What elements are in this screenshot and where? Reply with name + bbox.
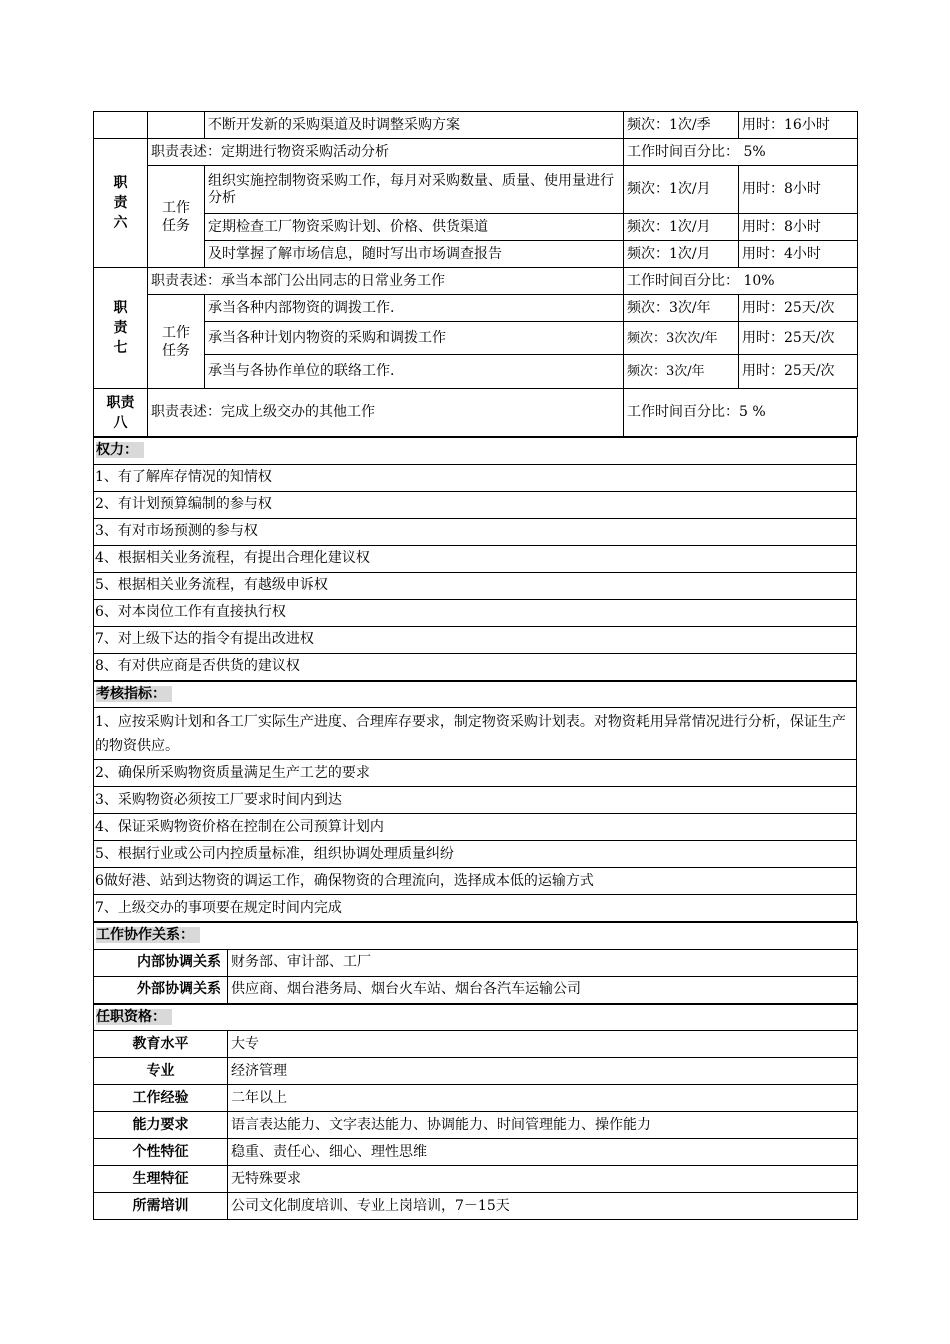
duty6-label: 职责六 (94, 139, 148, 268)
duty6-statement: 职责表述：定期进行物资采购活动分析 (148, 139, 624, 166)
cooperation-header-row (94, 922, 858, 949)
duty7-label: 职责七 (94, 268, 148, 389)
duty7-task-row (94, 322, 858, 355)
qualification-label: 生理特征 (94, 1166, 228, 1193)
kpi-item: 4、保证采购物资价格在控制在公司预算计划内 (94, 814, 857, 841)
task-frequency: 频次：1次/月 (624, 166, 739, 214)
duty7-task-label: 工作任务 (148, 295, 205, 389)
qualification-row (94, 1031, 858, 1058)
qualification-value: 大专 (228, 1031, 858, 1058)
duty7-statement: 职责表述：承当本部门公出同志的日常业务工作 (148, 268, 624, 295)
qualification-value: 稳重、责任心、细心、理性思维 (228, 1139, 858, 1166)
authority-item: 8、有对供应商是否供货的建议权 (94, 653, 857, 680)
empty-cell (94, 112, 148, 139)
task-frequency: 频次：3次次/年 (624, 322, 739, 355)
qualification-label: 个性特征 (94, 1139, 228, 1166)
qualification-row (94, 1085, 858, 1112)
duty-continued-row (94, 112, 858, 139)
task-text: 承当各种计划内物资的采购和调拨工作 (205, 322, 624, 355)
qualifications-title: 任职资格： (94, 1004, 858, 1031)
cooperation-value: 供应商、烟台港务局、烟台火车站、烟台各汽车运输公司 (228, 976, 858, 1003)
duty6-percent: 工作时间百分比： 5% (624, 139, 858, 166)
kpi-item: 7、上级交办的事项要在规定时间内完成 (94, 895, 857, 922)
authority-item: 6、对本岗位工作有直接执行权 (94, 599, 857, 626)
task-frequency: 频次：1次/月 (624, 241, 739, 268)
qualification-label: 所需培训 (94, 1193, 228, 1220)
qualification-row (94, 1112, 858, 1139)
task-text: 不断开发新的采购渠道及时调整采购方案 (205, 112, 624, 139)
qualification-label: 教育水平 (94, 1031, 228, 1058)
qualification-value: 无特殊要求 (228, 1166, 858, 1193)
qualification-label: 能力要求 (94, 1112, 228, 1139)
duty6-task-row (94, 241, 858, 268)
authority-item: 2、有计划预算编制的参与权 (94, 491, 857, 518)
cooperation-row (94, 949, 858, 976)
authority-item: 4、根据相关业务流程，有提出合理化建议权 (94, 545, 857, 572)
task-time: 用时：16小时 (739, 112, 858, 139)
cooperation-label: 内部协调关系 (94, 949, 228, 976)
task-text: 承当与各协作单位的联络工作. (205, 355, 624, 389)
kpi-item: 5、根据行业或公司内控质量标准，组织协调处理质量纠纷 (94, 841, 857, 868)
qualification-row (94, 1193, 858, 1220)
duty6-task-row (94, 214, 858, 241)
duty8-label: 职责八 (94, 389, 148, 437)
qualification-row (94, 1166, 858, 1193)
duty7-task-row (94, 295, 858, 322)
qualification-value: 经济管理 (228, 1058, 858, 1085)
duty8-row (94, 389, 858, 437)
duty7-percent: 工作时间百分比： 10% (624, 268, 858, 295)
task-time: 用时：8小时 (739, 166, 858, 214)
authority-item: 7、对上级下达的指令有提出改进权 (94, 626, 857, 653)
cooperation-title: 工作协作关系： (94, 922, 858, 949)
cooperation-row (94, 976, 858, 1003)
duty8-percent: 工作时间百分比：5 % (624, 389, 858, 437)
authority-item: 5、根据相关业务流程，有越级申诉权 (94, 572, 857, 599)
authority-table (93, 436, 857, 681)
qualification-value: 语言表达能力、文字表达能力、协调能力、时间管理能力、操作能力 (228, 1112, 858, 1139)
authority-item: 3、有对市场预测的参与权 (94, 518, 857, 545)
qualification-row (94, 1058, 858, 1085)
duty8-statement: 职责表述：完成上级交办的其他工作 (148, 389, 624, 437)
task-text: 承当各种内部物资的调拨工作. (205, 295, 624, 322)
kpi-table (93, 680, 857, 923)
duty7-task-row (94, 355, 858, 389)
duty6-task-row (94, 166, 858, 214)
cooperation-value: 财务部、审计部、工厂 (228, 949, 858, 976)
qualification-value: 二年以上 (228, 1085, 858, 1112)
cooperation-table (93, 921, 858, 1004)
empty-cell (148, 112, 205, 139)
task-time: 用时：8小时 (739, 214, 858, 241)
authority-header-row (94, 437, 857, 464)
kpi-item: 6做好港、站到达物资的调运工作，确保物资的合理流向，选择成本低的运输方式 (94, 868, 857, 895)
duties-table (93, 111, 858, 437)
kpi-item: 2、确保所采购物资质量满足生产工艺的要求 (94, 760, 857, 787)
kpi-title: 考核指标： (94, 681, 857, 708)
qualifications-table (93, 1003, 858, 1221)
task-text: 及时掌握了解市场信息，随时写出市场调查报告 (205, 241, 624, 268)
task-text: 组织实施控制物资采购工作，每月对采购数量、质量、使用量进行分析 (205, 166, 624, 214)
kpi-item: 1、应按采购计划和各工厂实际生产进度、合理库存要求，制定物资采购计划表。对物资耗用异常情况进行分析，保证生产的物资供应。 (94, 708, 857, 760)
kpi-header-row (94, 681, 857, 708)
duty6-task-label: 工作任务 (148, 166, 205, 268)
task-time: 用时：25天/次 (739, 355, 858, 389)
qualification-value: 公司文化制度培训、专业上岗培训，7－15天 (228, 1193, 858, 1220)
qualification-label: 工作经验 (94, 1085, 228, 1112)
duty7-statement-row (94, 268, 858, 295)
job-description-document (93, 111, 857, 1220)
task-frequency: 频次：3次/年 (624, 355, 739, 389)
task-time: 用时：25天/次 (739, 295, 858, 322)
qualifications-header-row (94, 1004, 858, 1031)
task-time: 用时：25天/次 (739, 322, 858, 355)
duty6-statement-row (94, 139, 858, 166)
authority-item: 1、有了解库存情况的知情权 (94, 464, 857, 491)
task-frequency: 频次：1次/月 (624, 214, 739, 241)
cooperation-label: 外部协调关系 (94, 976, 228, 1003)
authority-title: 权力： (94, 437, 857, 464)
task-frequency: 频次：3次/年 (624, 295, 739, 322)
qualification-label: 专业 (94, 1058, 228, 1085)
task-time: 用时：4小时 (739, 241, 858, 268)
task-text: 定期检查工厂物资采购计划、价格、供货渠道 (205, 214, 624, 241)
kpi-item: 3、采购物资必须按工厂要求时间内到达 (94, 787, 857, 814)
task-frequency: 频次：1次/季 (624, 112, 739, 139)
qualification-row (94, 1139, 858, 1166)
